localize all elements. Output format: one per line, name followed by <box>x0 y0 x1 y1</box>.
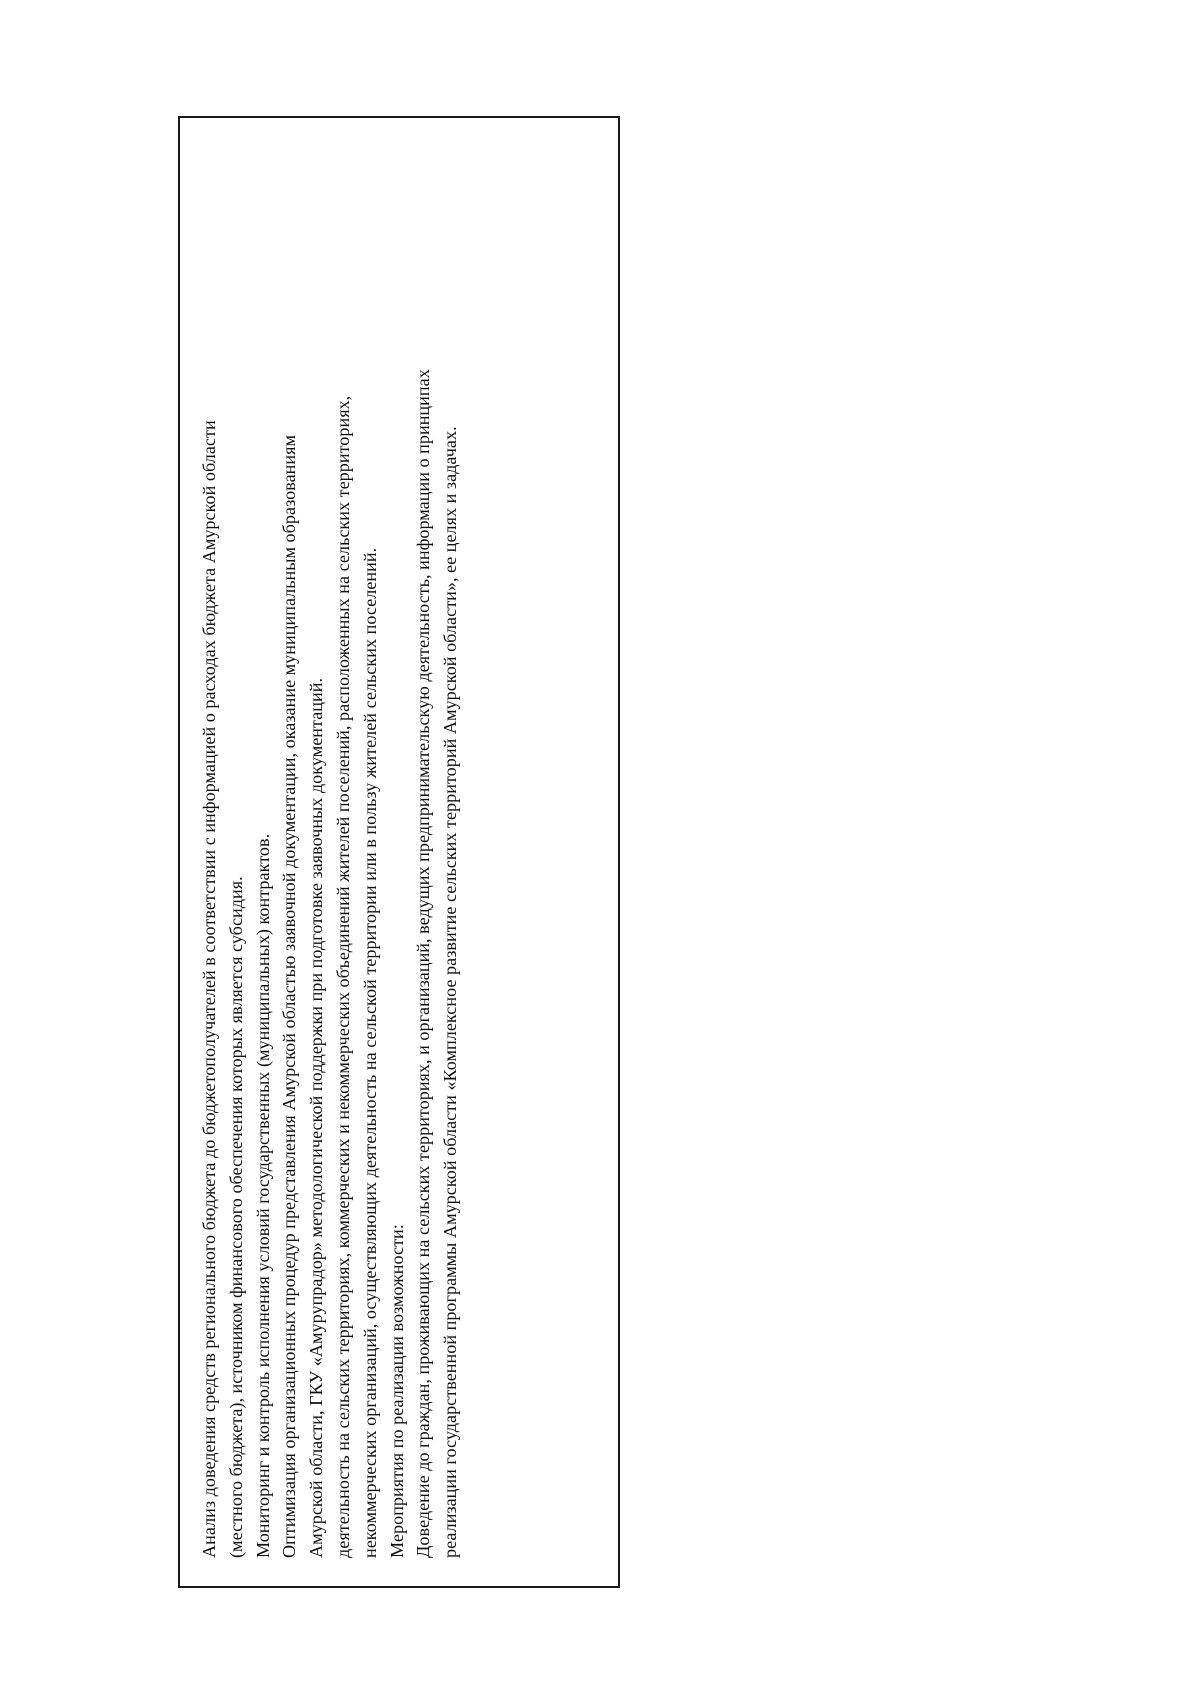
text-line-9: Доведение до граждан, проживающих на сельских территориях, и организаций, ведущих предпринимательскую деятельность, информации о принципах <box>413 369 434 1558</box>
text-line-1: Анализ доведения средств регионального бюджета до бюджетополучателей в соответствии с информацией о расходах бюджета Амурской области <box>199 420 219 1558</box>
text-line-10: реализации государственной программы Амурской области «Комплексное развитие сельских территорий Амурской области», ее целях и задачах. <box>440 426 461 1558</box>
text-line-2: (местного бюджета), источником финансового обеспечения которых является субсидия. <box>225 876 246 1558</box>
text-line-6: деятельность на сельских территориях, коммерческих и некоммерческих объединений жителей поселений, расположенных на сельских территориях, <box>332 395 353 1558</box>
text-line-5: Амурской области, ГКУ «Амурупрадор» методологической поддержки при подготовке заявочных документаций. <box>306 677 327 1558</box>
text-line-8: Мероприятия по реализации возможности: <box>386 1224 407 1558</box>
text-line-7: некоммерческих организаций, осуществляющих деятельность на сельской территории или в пользу жителей сельских поселений. <box>359 547 380 1558</box>
text-table-frame <box>178 116 620 1588</box>
text-line-4: Оптимизация организационных процедур представления Амурской областью заявочной документации, оказание муниципальным образованиям <box>279 434 300 1558</box>
text-line-3: Мониторинг и контроль исполнения условий государственных (муниципальных) контрактов. <box>252 833 273 1558</box>
rotated-text-block <box>180 118 618 1586</box>
